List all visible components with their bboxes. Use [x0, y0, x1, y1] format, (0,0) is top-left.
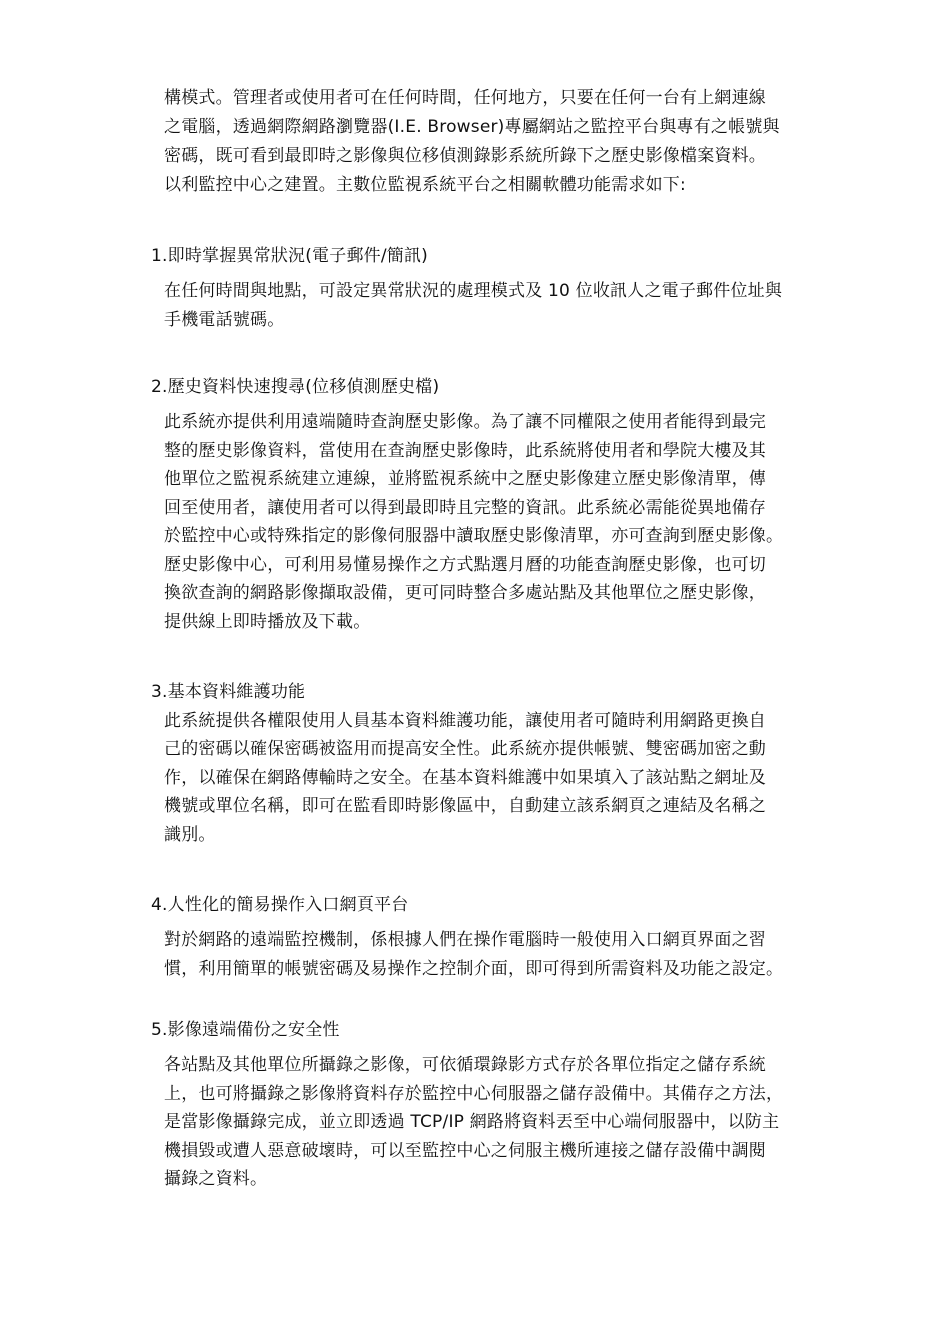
section-line: 機損毀或遭人惡意破壞時，可以至監控中心之伺服主機所連接之儲存設備中調閱	[164, 1141, 766, 1161]
section-line: 他單位之監視系統建立連線，並將監視系統中之歷史影像建立歷史影像清單，傳	[164, 469, 766, 489]
section-line: 提供線上即時播放及下載。	[164, 612, 371, 632]
section-line: 上，也可將攝錄之影像將資料存於監控中心伺服器之儲存設備中。其備存之方法，	[164, 1084, 784, 1104]
intro-line: 以利監控中心之建置。主數位監視系統平台之相關軟體功能需求如下:	[164, 175, 686, 195]
section-line: 換欲查詢的網路影像擷取設備，更可同時整合多處站點及其他單位之歷史影像，	[164, 583, 766, 603]
section-line: 此系統提供各權限使用人員基本資料維護功能，讓使用者可隨時利用網路更換自	[164, 711, 766, 731]
section-line: 在任何時間與地點，可設定異常狀況的處理模式及 10 位收訊人之電子郵件位址與	[164, 281, 783, 301]
section-line: 回至使用者，讓使用者可以得到最即時且完整的資訊。此系統必需能從異地備存	[164, 498, 766, 518]
section-line: 己的密碼以確保密碼被盜用而提高安全性。此系統亦提供帳號、雙密碼加密之動	[164, 739, 766, 759]
section-line: 作，以確保在網路傳輸時之安全。在基本資料維護中如果填入了該站點之網址及	[164, 768, 766, 788]
section-line: 手機電話號碼。	[164, 310, 285, 330]
section-heading: 5.影像遠端備份之安全性	[151, 1020, 340, 1040]
section-line: 慣，利用簡單的帳號密碼及易操作之控制介面，即可得到所需資料及功能之設定。	[164, 959, 784, 979]
section-line: 是當影像攝錄完成，並立即透過 TCP/IP 網路將資料丟至中心端伺服器中，以防主	[164, 1112, 780, 1132]
intro-line: 密碼，既可看到最即時之影像與位移偵測錄影系統所錄下之歷史影像檔案資料。	[164, 146, 766, 166]
section-line: 各站點及其他單位所攝錄之影像，可依循環錄影方式存於各單位指定之儲存系統	[164, 1055, 766, 1075]
section-line: 攝錄之資料。	[164, 1169, 268, 1189]
section-line: 於監控中心或特殊指定的影像伺服器中讀取歷史影像清單，亦可查詢到歷史影像。	[164, 526, 784, 546]
section-heading: 2.歷史資料快速搜尋(位移偵測歷史檔)	[151, 377, 440, 397]
section-line: 對於網路的遠端監控機制，係根據人們在操作電腦時一般使用入口網頁界面之習	[164, 930, 766, 950]
intro-line: 之電腦，透過網際網路瀏覽器(I.E. Browser)專屬網站之監控平台與專有之帳號與	[164, 117, 780, 137]
intro-line: 構模式。管理者或使用者可在任何時間，任何地方，只要在任何一台有上網連線	[164, 88, 766, 108]
section-heading: 3.基本資料維護功能	[151, 682, 306, 702]
section-heading: 4.人性化的簡易操作入口網頁平台	[151, 895, 409, 915]
section-line: 整的歷史影像資料，當使用在查詢歷史影像時，此系統將使用者和學院大樓及其	[164, 441, 766, 461]
section-heading: 1.即時掌握異常狀況(電子郵件/簡訊)	[151, 246, 429, 266]
section-line: 識別。	[164, 825, 216, 845]
section-line: 此系統亦提供利用遠端隨時查詢歷史影像。為了讓不同權限之使用者能得到最完	[164, 412, 766, 432]
section-line: 機號或單位名稱，即可在監看即時影像區中，自動建立該系網頁之連結及名稱之	[164, 796, 766, 816]
section-line: 歷史影像中心，可利用易懂易操作之方式點選月曆的功能查詢歷史影像，也可切	[164, 555, 766, 575]
